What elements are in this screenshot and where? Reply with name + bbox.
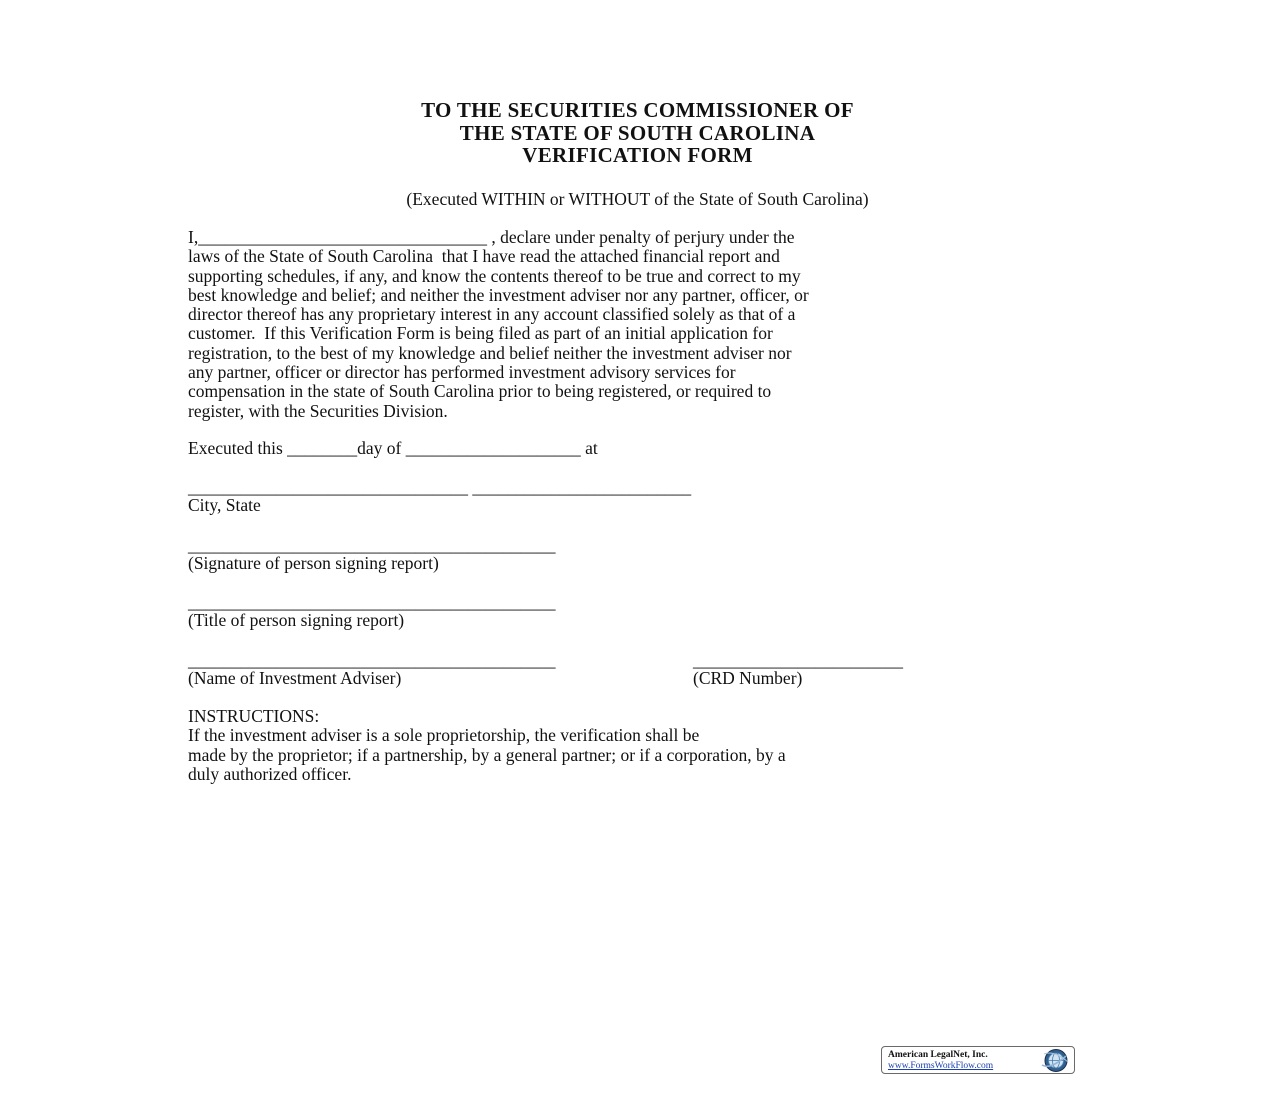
declaration-line: compensation in the state of South Carolina prior to being registered, or required to xyxy=(188,381,772,402)
title-line-2: THE STATE OF SOUTH CAROLINA xyxy=(459,120,816,145)
title-line-3: VERIFICATION FORM xyxy=(522,143,753,167)
declaration-line: best knowledge and belief; and neither the investment adviser nor any partner, officer, or xyxy=(188,284,809,305)
declaration-line: supporting schedules, if any, and know the contents thereof to be true and correct to my xyxy=(188,265,801,286)
footer-company-name: American LegalNet, Inc. xyxy=(888,1050,988,1060)
instructions xyxy=(188,707,786,784)
adviser-name-label: (Name of Investment Adviser) xyxy=(188,668,402,688)
declaration-line: any partner, officer or director has performed investment advisory services for xyxy=(188,362,736,383)
globe-icon xyxy=(1038,1048,1072,1073)
footer-logo-badge[interactable] xyxy=(881,1046,1075,1074)
title-label: (Title of person signing report) xyxy=(188,610,405,630)
adviser-name-blank: __________________________________________ xyxy=(188,650,556,670)
title-blank: __________________________________________ xyxy=(188,592,556,612)
declaration-line: laws of the State of South Carolina that I have read the attached financial report and xyxy=(188,246,780,267)
declaration-line: register, with the Securities Division. xyxy=(188,400,448,421)
declaration-line: registration, to the best of my knowledge and belief neither the investment adviser nor xyxy=(188,342,792,363)
signature-blank: __________________________________________ xyxy=(188,535,556,555)
instructions-line: made by the proprietor; if a partnership, by a general partner; or if a corporation, by a xyxy=(188,744,786,765)
form-title xyxy=(0,99,1275,167)
declaration-line: director thereof has any proprietary interest in any account classified solely as that of a xyxy=(188,304,796,325)
declaration-line: I,_________________________________ , declare under penalty of perjury under the xyxy=(188,227,795,247)
instructions-line: If the investment adviser is a sole proprietorship, the verification shall be xyxy=(188,725,700,746)
instructions-heading: INSTRUCTIONS: xyxy=(188,706,320,726)
declaration-paragraph xyxy=(188,228,809,421)
form-subtitle: (Executed WITHIN or WITHOUT of the State of South Carolina) xyxy=(406,189,869,209)
declaration-line: customer. If this Verification Form is being filed as part of an initial application for xyxy=(188,323,773,344)
city-state-blank: ________________________________ _________________________ xyxy=(188,477,692,497)
title-line-1: TO THE SECURITIES COMMISSIONER OF xyxy=(421,98,854,122)
instructions-line: duly authorized officer. xyxy=(188,763,352,784)
crd-number-label: (CRD Number) xyxy=(693,668,803,688)
signature-label: (Signature of person signing report) xyxy=(188,553,439,573)
executed-line: Executed this ________day of ____________________ at xyxy=(188,438,598,458)
city-state-label: City, State xyxy=(188,495,261,515)
footer-website-link[interactable]: www.FormsWorkFlow.com xyxy=(888,1061,994,1071)
crd-number-blank: ________________________ xyxy=(693,650,903,670)
